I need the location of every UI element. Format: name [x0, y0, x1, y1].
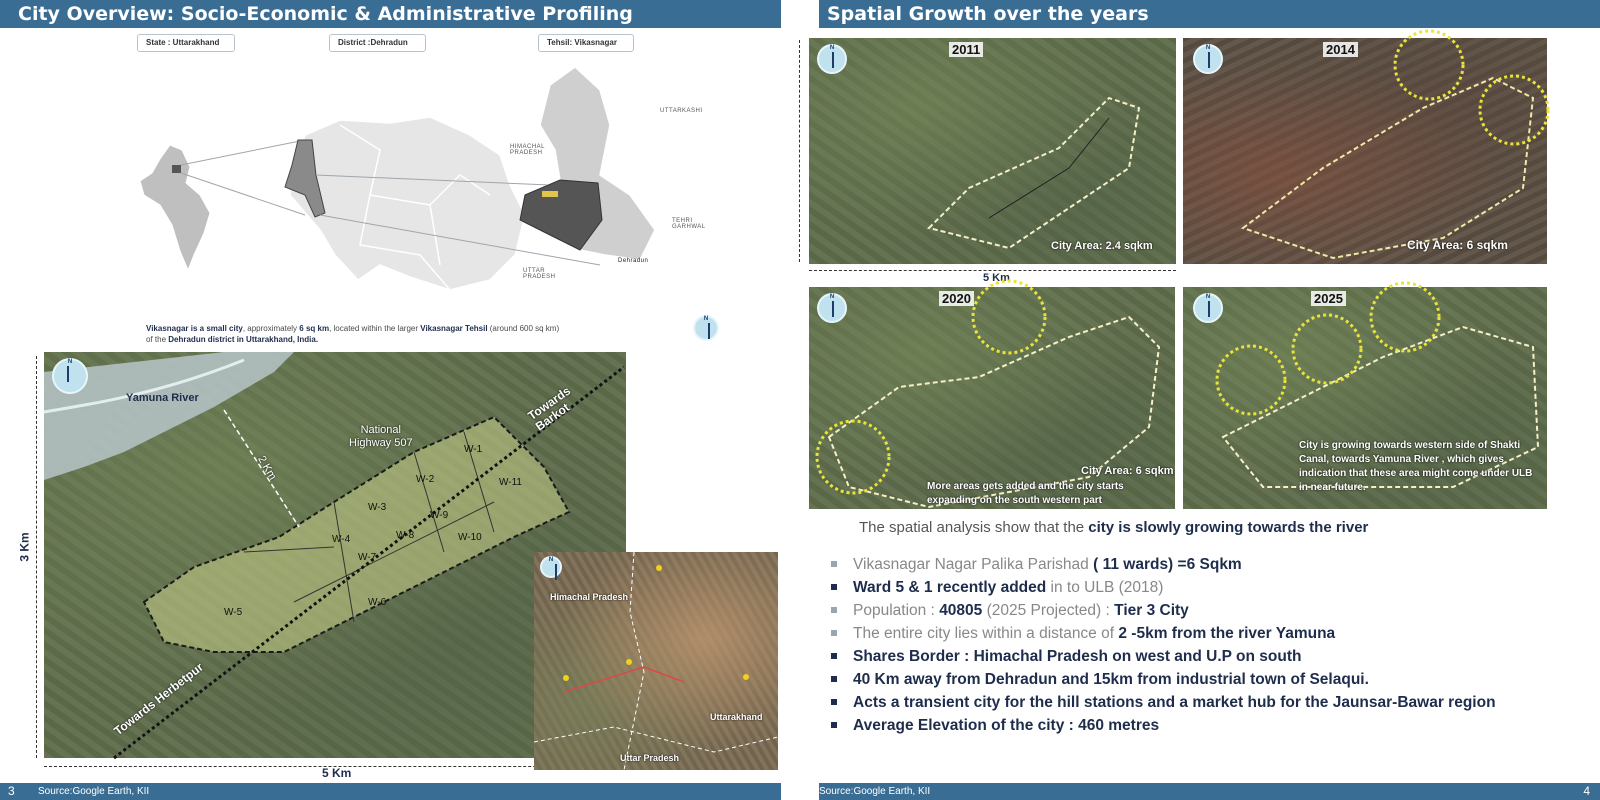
panel-note: More areas gets added and the city starts expanding on the south western part — [927, 481, 1124, 506]
uttar-pradesh-map-label: UTTAR PRADESH — [523, 268, 556, 280]
right-page-number: 4 — [1583, 784, 1590, 798]
left-slide — [0, 0, 781, 800]
aerial-compass-icon: N — [52, 358, 88, 394]
ward-label: W-7 — [358, 552, 377, 563]
uttarkashi-map-label: UTTARKASHI — [660, 108, 703, 114]
growth-panel-2020 — [809, 287, 1175, 509]
ward-label: W-9 — [430, 510, 449, 521]
towards-herbetpur-label: Towards Herbetpur — [111, 659, 206, 739]
right-footer — [819, 783, 1600, 800]
growth-width-rule — [809, 270, 1176, 271]
location-caption: Vikasnagar is a small city, approximately 6 sq km, located within the larger Vikasnagar Tehsil (around 600 sq km) of the Dehradun district in Uttarakhand, India. — [146, 324, 560, 344]
panel-compass-icon: N — [1193, 293, 1223, 323]
left-footer — [0, 783, 781, 800]
ward-label: W-2 — [416, 474, 435, 485]
inset-region-map — [534, 552, 778, 770]
right-slide — [819, 0, 1600, 800]
uttarakhand-marker — [172, 165, 181, 173]
distance-2km-label: 2 Km — [255, 453, 279, 483]
panel-city-area: City Area: 6 sqkm — [1081, 465, 1174, 477]
panel-note: City is growing towards western side of Shakti Canal, towards Yamuna River , which gives indication that these area might come under ULB in near future. — [1299, 440, 1533, 493]
panel-year: 2025 — [1311, 291, 1346, 306]
right-source: Source:Google Earth, KII — [819, 786, 931, 797]
aerial-height-rule — [36, 356, 37, 758]
growth-panel-2025 — [1183, 287, 1547, 509]
growth-width-label: 5 Km — [983, 272, 1010, 284]
ward-label: W-8 — [396, 530, 415, 541]
towards-barkot-label: Towards Barkot — [525, 383, 574, 434]
highway-label: National Highway 507 — [349, 424, 413, 449]
inset-uttar-pradesh-label: Uttar Pradesh — [620, 753, 680, 763]
panel-year: 2014 — [1323, 42, 1358, 57]
list-item: The entire city lies within a distance of 2 -5km from the river Yamuna — [827, 622, 1587, 645]
panel-compass-icon: N — [817, 44, 847, 74]
aerial-height-label: 3 Km — [17, 532, 32, 562]
panel-year: 2011 — [949, 42, 983, 57]
panel-city-area: City Area: 6 sqkm — [1407, 238, 1508, 252]
list-item: Acts a transient city for the hill stations and a market hub for the Jaunsar-Bawar region — [827, 691, 1587, 714]
city-boundary-shape — [144, 417, 569, 652]
compass-icon: N — [693, 315, 719, 341]
ward-label: W-1 — [464, 444, 483, 455]
himachal-map-label: HIMACHAL PRADESH — [510, 144, 546, 156]
dehradun-city-label: Dehradun — [618, 258, 649, 264]
right-page-title: Spatial Growth over the years — [827, 3, 1149, 25]
list-item: Vikasnagar Nagar Palika Parishad ( 11 wards) =6 Sqkm — [827, 553, 1587, 576]
tehsil-label: Tehsil: Vikasnagar — [538, 34, 634, 52]
panel-city-area: City Area: 2.4 sqkm — [1051, 240, 1153, 252]
ward-label: W-4 — [332, 534, 351, 545]
vikasnagar-marker — [542, 191, 558, 197]
ward-label: W-11 — [499, 477, 522, 488]
left-title-bar — [0, 0, 781, 28]
ward-label: W-6 — [368, 597, 387, 608]
growth-height-rule — [799, 40, 800, 262]
left-source: Source:Google Earth, KII — [38, 786, 150, 797]
city-facts-list — [827, 553, 1587, 737]
spatial-summary: The spatial analysis show that the city is slowly growing towards the river — [859, 519, 1369, 536]
district-label: District :Dehradun — [329, 34, 426, 52]
panel-year: 2020 — [939, 291, 974, 306]
list-item: Ward 5 & 1 recently added in to ULB (2018) — [827, 576, 1587, 599]
left-page-number: 3 — [8, 784, 15, 798]
growth-panel-2011 — [809, 38, 1176, 264]
state-label: State : Uttarakhand — [137, 34, 235, 52]
list-item: Shares Border : Himachal Pradesh on west and U.P on south — [827, 645, 1587, 668]
yamuna-river-label: Yamuna River — [126, 392, 199, 404]
growth-panel-2014 — [1183, 38, 1547, 264]
inset-himachal-label: Himachal Pradesh — [550, 592, 629, 602]
tehri-map-label: TEHRI GARHWAL — [672, 218, 706, 230]
ward-label: W-3 — [368, 502, 387, 513]
inset-compass-icon: N — [540, 556, 562, 578]
ward-label: W-10 — [458, 532, 482, 543]
region-locator-map — [130, 55, 690, 320]
inset-uttarakhand-label: Uttarakhand — [710, 712, 763, 722]
panel-compass-icon: N — [1193, 44, 1223, 74]
aerial-width-label: 5 Km — [322, 766, 352, 780]
left-page-title: City Overview: Socio-Economic & Administrative Profiling — [18, 3, 633, 25]
ward-label: W-5 — [224, 607, 243, 618]
uttarakhand-map-shape — [290, 117, 525, 290]
list-item: Average Elevation of the city : 460 metres — [827, 714, 1587, 737]
panel-compass-icon: N — [817, 293, 847, 323]
list-item: 40 Km away from Dehradun and 15km from industrial town of Selaqui. — [827, 668, 1587, 691]
india-map-shape — [140, 145, 210, 270]
list-item: Population : 40805 (2025 Projected) : Tier 3 City — [827, 599, 1587, 622]
right-title-bar — [819, 0, 1600, 28]
